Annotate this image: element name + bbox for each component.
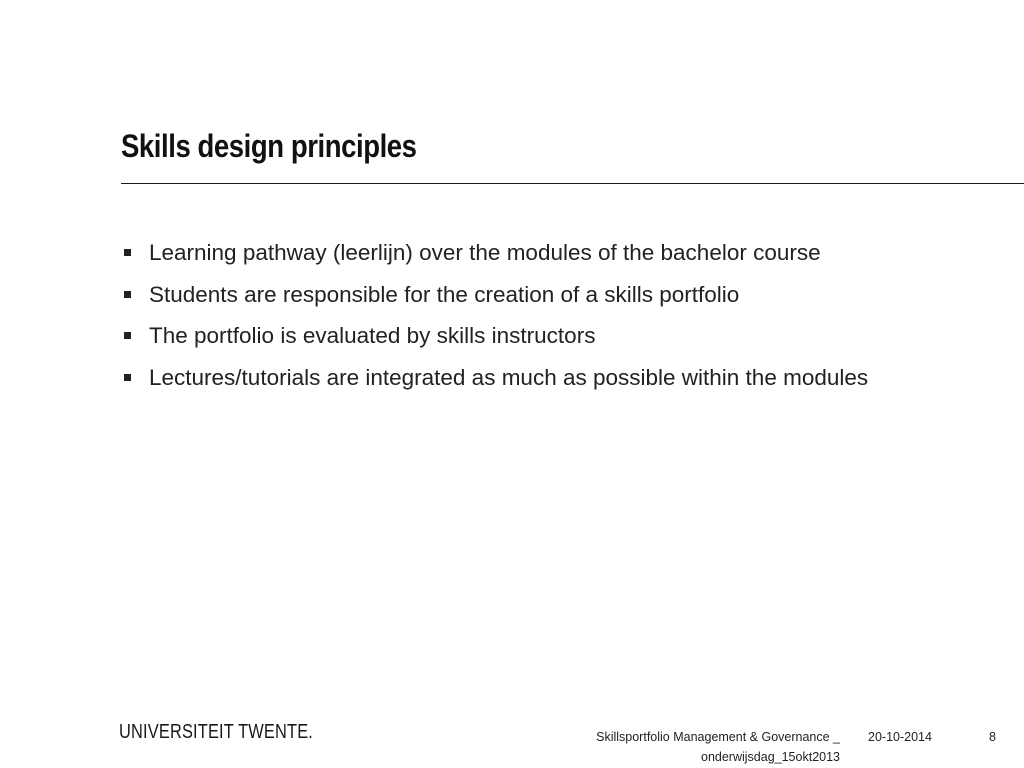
bullet-text: Lectures/tutorials are integrated as much as possible within the modules: [149, 364, 869, 390]
slide-title: Skills design principles: [121, 128, 417, 164]
footer-date: 20-10-2014: [868, 730, 932, 744]
square-bullet-icon: [124, 374, 131, 381]
bullet-text: Learning pathway (leerlijn) over the modules of the bachelor course: [149, 240, 821, 265]
bullet-text: The portfolio is evaluated by skills instructors: [149, 323, 596, 348]
bullet-list: [124, 238, 868, 404]
bullet-item: [124, 363, 868, 405]
bullet-item: [124, 321, 868, 363]
university-logo: UNIVERSITEIT TWENTE.: [119, 721, 314, 743]
footer-presentation-line2: onderwijsdag_15okt2013: [701, 750, 840, 764]
bullet-item: [124, 280, 868, 322]
square-bullet-icon: [124, 291, 131, 298]
bullet-item: [124, 238, 868, 280]
footer-presentation-name: [540, 727, 840, 767]
bullet-text: Students are responsible for the creation of a skills portfolio: [149, 281, 740, 307]
square-bullet-icon: [124, 249, 131, 256]
footer-presentation-line1: Skillsportfolio Management & Governance _: [596, 730, 840, 744]
title-divider: [121, 183, 1024, 184]
square-bullet-icon: [124, 332, 131, 339]
page-number: 8: [989, 730, 996, 744]
